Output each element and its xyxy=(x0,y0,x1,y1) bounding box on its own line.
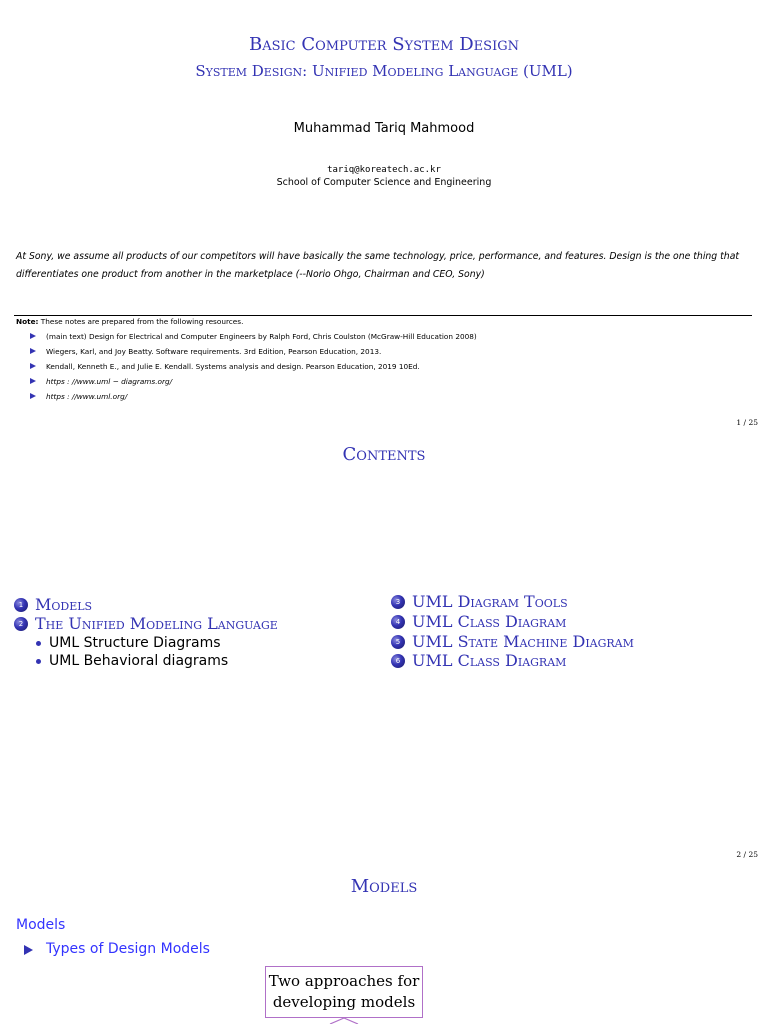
reference-text: Kendall, Kenneth E., and Julie E. Kendall. Systems analysis and design. Pearson Education, 2019 10Ed. xyxy=(46,362,420,371)
toc-item-label: UML State Machine Diagram xyxy=(412,632,634,651)
page-number: 1 / 25 xyxy=(736,418,758,427)
reference-link[interactable]: https : //www.uml.org/ xyxy=(46,392,128,401)
bullet-triangle-icon xyxy=(30,363,36,369)
section-number-ball-icon: 1 xyxy=(14,598,28,612)
quote-line: At Sony, we assume all products of our competitors will have basically the same technology, price, performance, and features. Design is the one thing that xyxy=(16,251,740,262)
author-name: Muhammad Tariq Mahmood xyxy=(293,121,475,136)
section-number-ball-icon: 4 xyxy=(391,615,405,629)
reference-link[interactable]: https : //www.uml − diagrams.org/ xyxy=(46,377,173,386)
diagram-box-line: Two approaches for xyxy=(268,972,420,990)
note-label: Note: xyxy=(16,317,39,326)
toc-item-label: Models xyxy=(35,595,93,614)
bullet-dot-icon xyxy=(36,659,41,664)
author-email: tariq@koreatech.ac.kr xyxy=(327,165,441,175)
toc-item-label: UML Diagram Tools xyxy=(412,592,568,611)
slide-subtitle: System Design: Unified Modeling Language (UML) xyxy=(195,62,573,80)
toc-item-label: The Unified Modeling Language xyxy=(35,614,278,633)
diagram-box xyxy=(265,966,423,1018)
section-number-ball-icon: 3 xyxy=(391,595,405,609)
section-number-ball-icon: 5 xyxy=(391,635,405,649)
section-number-ball-icon: 2 xyxy=(14,617,28,631)
divider xyxy=(14,315,752,316)
slide-title: Contents xyxy=(342,444,426,465)
toc-subitem-label: UML Behavioral diagrams xyxy=(49,653,229,669)
reference-text: Wiegers, Karl, and Joy Beatty. Software requirements. 3rd Edition, Pearson Education, 2013. xyxy=(46,347,382,356)
diagram-connector-arrow-icon xyxy=(326,1016,366,1024)
bullet-dot-icon xyxy=(36,641,41,646)
toc-item-label: UML Class Diagram xyxy=(412,612,567,631)
slide-title: Models xyxy=(350,876,418,897)
author-affiliation: School of Computer Science and Engineering xyxy=(276,177,492,188)
quote-line: differentiates one product from another in the marketplace (--Norio Ohgo, Chairman and CEO, Sony) xyxy=(16,269,485,280)
block-heading: Models xyxy=(16,917,66,933)
note-text: These notes are prepared from the following resources. xyxy=(38,317,244,326)
bullet-triangle-icon xyxy=(24,945,33,955)
bullet-triangle-icon xyxy=(30,378,36,384)
section-number-ball-icon: 6 xyxy=(391,654,405,668)
bullet-text: Types of Design Models xyxy=(46,941,210,957)
diagram-box-line: developing models xyxy=(272,993,416,1011)
page-number: 2 / 25 xyxy=(736,850,758,859)
reference-text: (main text) Design for Electrical and Computer Engineers by Ralph Ford, Chris Coulston (McGraw-Hill Education 2008) xyxy=(46,332,477,341)
diagram-box-text xyxy=(266,971,422,1013)
bullet-triangle-icon xyxy=(30,393,36,399)
bullet-triangle-icon xyxy=(30,333,36,339)
slide-title: Basic Computer System Design xyxy=(249,34,519,55)
note-heading xyxy=(16,317,243,326)
bullet-triangle-icon xyxy=(30,348,36,354)
toc-subitem-label: UML Structure Diagrams xyxy=(49,635,221,651)
toc-item-label: UML Class Diagram xyxy=(412,651,567,670)
